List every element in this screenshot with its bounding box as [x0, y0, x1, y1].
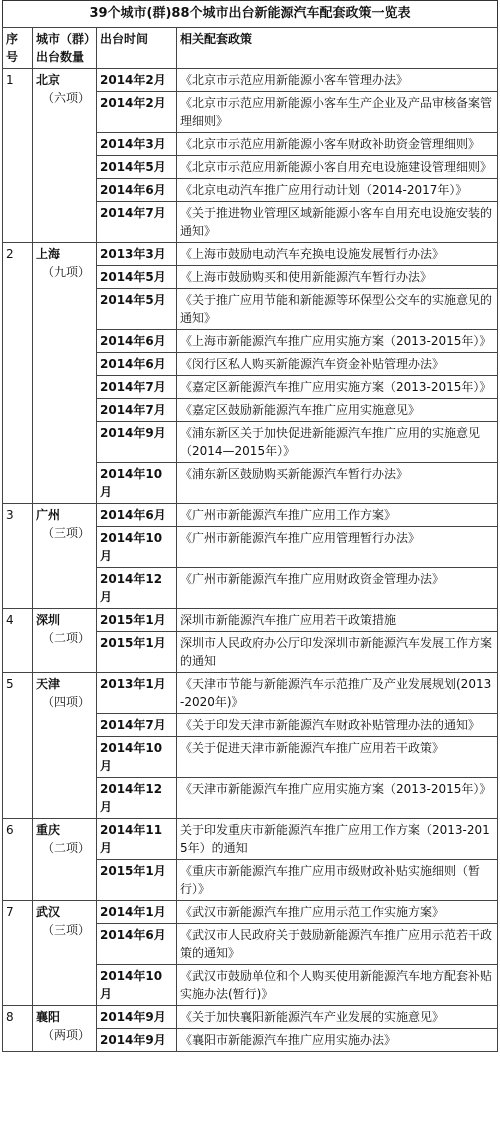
policy-name: 《天津市新能源汽车推广应用实施方案（2013-2015年）》 — [177, 778, 498, 819]
policy-name: 《北京市示范应用新能源小客车管理办法》 — [177, 69, 498, 92]
city-name: 天津 — [36, 677, 61, 691]
issue-date: 2014年5月 — [97, 156, 177, 179]
issue-date: 2014年10月 — [97, 463, 177, 504]
issue-date: 2014年6月 — [97, 330, 177, 353]
issue-date: 2013年1月 — [97, 673, 177, 714]
city-name: 重庆 — [36, 823, 61, 837]
issue-date: 2014年2月 — [97, 69, 177, 92]
city-cell — [33, 69, 97, 243]
issue-date: 2014年7月 — [97, 376, 177, 399]
policy-table — [2, 27, 498, 1052]
header-policy: 相关配套政策 — [177, 28, 498, 69]
policy-name: 《广州市新能源汽车推广应用财政资金管理办法》 — [177, 568, 498, 609]
policy-name: 《闵行区私人购买新能源汽车资金补贴管理办法》 — [177, 353, 498, 376]
policy-name: 深圳市新能源汽车推广应用若干政策措施 — [177, 609, 498, 632]
issue-date: 2014年5月 — [97, 289, 177, 330]
policy-name: 《重庆市新能源汽车推广应用市级财政补贴实施细则（暂行）》 — [177, 860, 498, 901]
city-name: 广州 — [36, 508, 61, 522]
policy-count: （九项） — [42, 265, 91, 279]
policy-name: 《武汉市鼓励单位和个人购买使用新能源汽车地方配套补贴实施办法(暂行)》 — [177, 965, 498, 1006]
policy-name: 《广州市新能源汽车推广应用工作方案》 — [177, 504, 498, 527]
policy-name: 《浦东新区鼓励购买新能源汽车暂行办法》 — [177, 463, 498, 504]
issue-date: 2015年1月 — [97, 860, 177, 901]
issue-date: 2014年10月 — [97, 737, 177, 778]
issue-date: 2014年6月 — [97, 504, 177, 527]
policy-name: 《嘉定区鼓励新能源汽车推广应用实施意见》 — [177, 399, 498, 422]
policy-name: 《上海市鼓励电动汽车充换电设施发展暂行办法》 — [177, 243, 498, 266]
issue-date: 2014年5月 — [97, 266, 177, 289]
table-row — [3, 673, 498, 714]
policy-name: 《上海市新能源汽车推广应用实施方案（2013-2015年）》 — [177, 330, 498, 353]
table-row — [3, 819, 498, 860]
table-row — [3, 1006, 498, 1029]
header-city — [33, 28, 97, 69]
policy-name: 《北京市示范应用新能源小客自用充电设施建设管理细则》 — [177, 156, 498, 179]
row-number: 3 — [3, 504, 33, 609]
city-cell — [33, 243, 97, 504]
policy-name: 《关于加快襄阳新能源汽车产业发展的实施意见》 — [177, 1006, 498, 1029]
policy-name: 《关于推进物业管理区域新能源小客车自用充电设施安装的通知》 — [177, 202, 498, 243]
table-title: 39个城市(群)88个城市出台新能源汽车配套政策一览表 — [2, 0, 498, 27]
issue-date: 2014年1月 — [97, 901, 177, 924]
policy-count: （三项） — [42, 923, 91, 937]
issue-date: 2014年6月 — [97, 353, 177, 376]
row-number: 8 — [3, 1006, 33, 1052]
policy-count: （四项） — [42, 695, 91, 709]
policy-name: 关于印发重庆市新能源汽车推广应用工作方案（2013-2015年）的通知 — [177, 819, 498, 860]
header-date: 出台时间 — [97, 28, 177, 69]
city-cell — [33, 819, 97, 901]
policy-name: 《关于推广应用节能和新能源等环保型公交车的实施意见的通知》 — [177, 289, 498, 330]
table-row — [3, 504, 498, 527]
issue-date: 2014年10月 — [97, 965, 177, 1006]
table-row — [3, 609, 498, 632]
city-cell — [33, 1006, 97, 1052]
table-row — [3, 69, 498, 92]
issue-date: 2014年6月 — [97, 179, 177, 202]
city-cell — [33, 504, 97, 609]
policy-count: （两项） — [42, 1028, 91, 1042]
city-cell — [33, 673, 97, 819]
row-number: 7 — [3, 901, 33, 1006]
issue-date: 2013年3月 — [97, 243, 177, 266]
row-number: 2 — [3, 243, 33, 504]
policy-name: 《北京市示范应用新能源小客车财政补助资金管理细则》 — [177, 133, 498, 156]
issue-date: 2014年7月 — [97, 399, 177, 422]
issue-date: 2014年9月 — [97, 422, 177, 463]
header-city-line1: 城市（群） — [36, 32, 97, 46]
row-number: 6 — [3, 819, 33, 901]
policy-name: 《襄阳市新能源汽车推广应用实施办法》 — [177, 1029, 498, 1052]
policy-name: 《嘉定区新能源汽车推广应用实施方案（2013-2015年）》 — [177, 376, 498, 399]
city-name: 北京 — [36, 73, 61, 87]
policy-count: （三项） — [42, 526, 91, 540]
city-name: 武汉 — [36, 905, 61, 919]
header-no: 序号 — [3, 28, 33, 69]
table-body — [3, 69, 498, 1052]
policy-count: （二项） — [42, 631, 91, 645]
city-name: 上海 — [36, 247, 61, 261]
policy-name: 《天津市节能与新能源汽车示范推广及产业发展规划(2013-2020年)》 — [177, 673, 498, 714]
issue-date: 2014年7月 — [97, 714, 177, 737]
issue-date: 2014年12月 — [97, 568, 177, 609]
issue-date: 2014年6月 — [97, 924, 177, 965]
policy-name: 《广州市新能源汽车推广应用管理暂行办法》 — [177, 527, 498, 568]
policy-name: 《武汉市人民政府关于鼓励新能源汽车推广应用示范若干政策的通知》 — [177, 924, 498, 965]
issue-date: 2014年12月 — [97, 778, 177, 819]
policy-name: 《北京电动汽车推广应用行动计划（2014-2017年）》 — [177, 179, 498, 202]
policy-name: 《浦东新区关于加快促进新能源汽车推广应用的实施意见（2014—2015年）》 — [177, 422, 498, 463]
policy-table-container — [2, 0, 498, 1052]
policy-name: 《北京市示范应用新能源小客车生产企业及产品审核备案管理细则》 — [177, 92, 498, 133]
policy-count: （二项） — [42, 841, 91, 855]
policy-name: 《上海市鼓励购买和使用新能源汽车暂行办法》 — [177, 266, 498, 289]
row-number: 4 — [3, 609, 33, 673]
issue-date: 2014年2月 — [97, 92, 177, 133]
city-name: 深圳 — [36, 613, 61, 627]
table-row — [3, 243, 498, 266]
header-row — [3, 28, 498, 69]
policy-name: 深圳市人民政府办公厅印发深圳市新能源汽车发展工作方案的通知 — [177, 632, 498, 673]
policy-name: 《关于促进天津市新能源汽车推广应用若干政策》 — [177, 737, 498, 778]
table-row — [3, 901, 498, 924]
header-city-line2: 出台数量 — [36, 50, 85, 64]
row-number: 1 — [3, 69, 33, 243]
policy-name: 《武汉市新能源汽车推广应用示范工作实施方案》 — [177, 901, 498, 924]
policy-name: 《关于印发天津市新能源汽车财政补贴管理办法的通知》 — [177, 714, 498, 737]
issue-date: 2014年9月 — [97, 1029, 177, 1052]
issue-date: 2014年10月 — [97, 527, 177, 568]
policy-count: （六项） — [42, 91, 91, 105]
issue-date: 2014年11月 — [97, 819, 177, 860]
city-cell — [33, 609, 97, 673]
issue-date: 2015年1月 — [97, 632, 177, 673]
issue-date: 2014年3月 — [97, 133, 177, 156]
row-number: 5 — [3, 673, 33, 819]
issue-date: 2014年7月 — [97, 202, 177, 243]
city-name: 襄阳 — [36, 1010, 61, 1024]
issue-date: 2014年9月 — [97, 1006, 177, 1029]
city-cell — [33, 901, 97, 1006]
issue-date: 2015年1月 — [97, 609, 177, 632]
